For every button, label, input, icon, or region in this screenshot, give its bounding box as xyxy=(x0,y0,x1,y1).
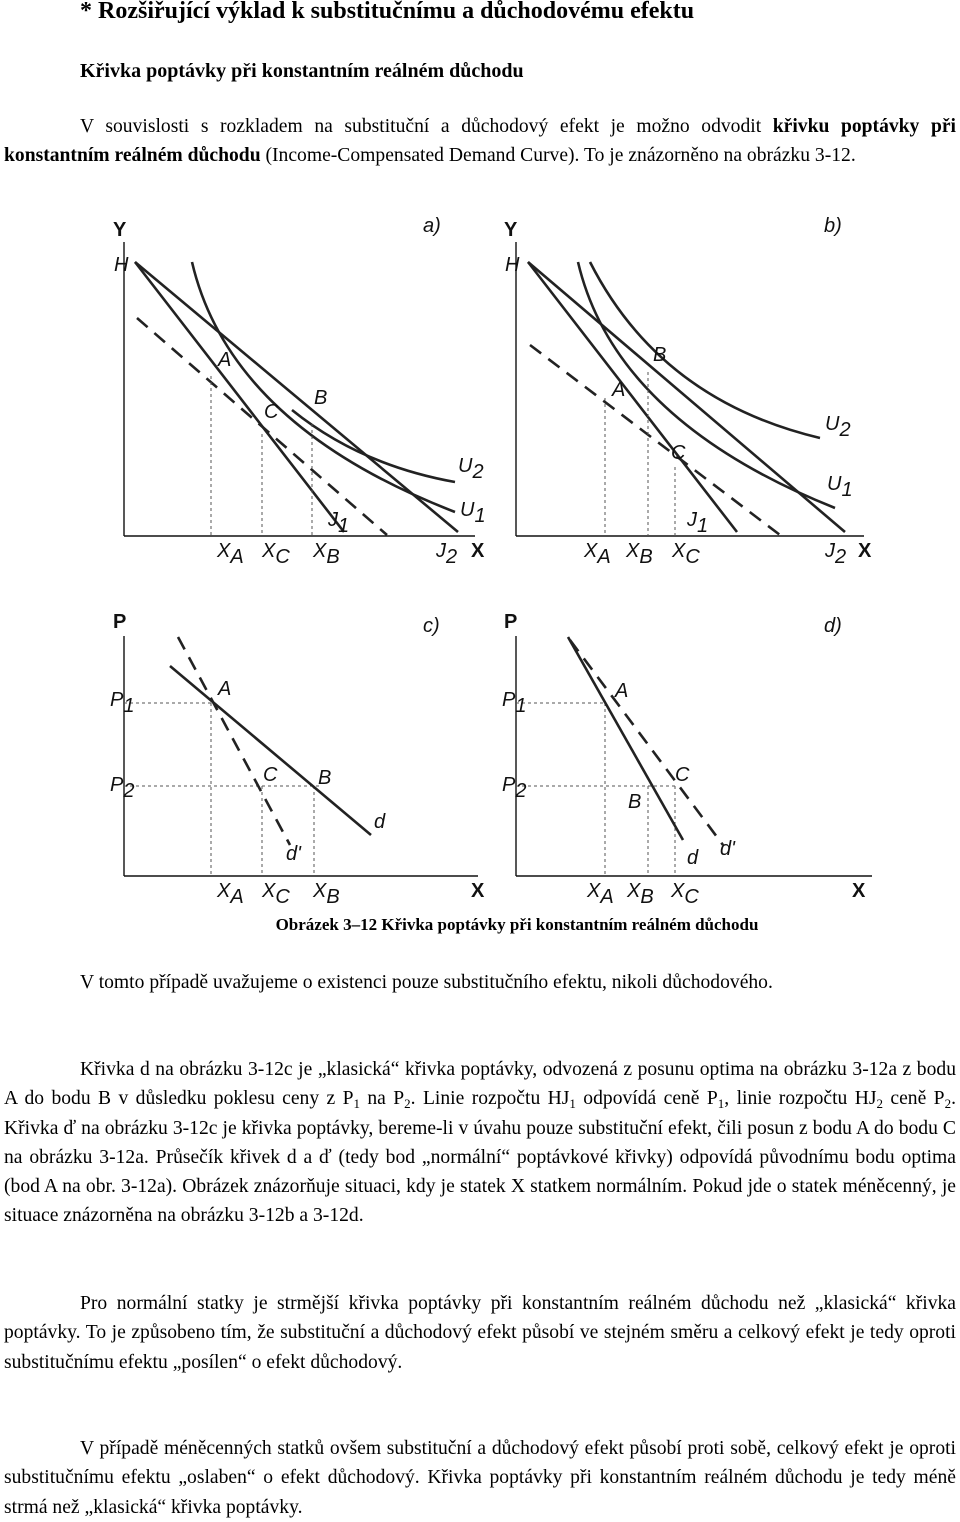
panel-a-xc-label: XC xyxy=(262,540,290,568)
panel-a-point-a: A xyxy=(218,349,232,371)
panel-b-j2-label: J2 xyxy=(825,540,847,568)
intro-text-2: (Income-Compensated Demand Curve). To je znázorněno na obrázku 3-12. xyxy=(260,145,856,167)
intro-text-1: V souvislosti s rozkladem na substituční a důchodový efekt je možno odvodit xyxy=(80,116,773,137)
panel-a-j2-label: J2 xyxy=(436,540,458,568)
paragraph-substitution-only: V tomto případě uvažujeme o existenci pouze substitučního efektu, nikoli důchodového. xyxy=(80,972,773,993)
panel-a-point-c: C xyxy=(264,401,279,423)
panel-c-p1-label: P1 xyxy=(110,689,135,717)
panel-b-xc-label: XC xyxy=(672,540,700,568)
figure-caption: Obrázek 3–12 Křivka poptávky při konstantním reálném důchodu xyxy=(275,915,759,934)
panel-c-point-b: B xyxy=(318,767,332,789)
panel-c-point-a: A xyxy=(218,678,232,700)
panel-c-xa-label: XA xyxy=(217,880,244,908)
panel-b-y-axis-label: Y xyxy=(504,219,518,241)
paragraph-normal-goods: Pro normální statky je strmější křivka poptávky při konstantním reálném důchodu než „klasická“ křivka poptávky. To je způsobeno tím, že substituční a důchodový efekt působí ve stejném směru a celkový efekt je tedy oproti substitučnímu efektu „posílen“ o efekt důchodový. xyxy=(4,1293,956,1373)
panel-c-xc-label: XC xyxy=(262,880,290,908)
intro-bold-term: křivku poptávky při konstantním reálném důchodu xyxy=(4,116,956,167)
panel-b xyxy=(504,215,872,568)
panel-d-demand-curve-d xyxy=(568,637,683,840)
panel-b-h-label: H xyxy=(505,254,520,276)
panel-d xyxy=(502,611,872,908)
panel-a-tag: a) xyxy=(423,215,441,237)
panel-b-tag: b) xyxy=(824,215,842,237)
panel-b-x-axis-label: X xyxy=(858,540,872,562)
panel-a-y-axis-label: Y xyxy=(113,219,127,241)
panel-d-p2-label: P2 xyxy=(502,774,527,802)
panel-b-compensated-budget-line xyxy=(530,345,780,535)
panel-a-u1-label: U1 xyxy=(460,499,486,527)
panel-d-label-d-prime: d' xyxy=(720,838,735,860)
panel-a-j1-label: J1 xyxy=(328,509,350,537)
panel-a-xb-label: XB xyxy=(313,540,340,568)
panel-d-xa-label: XA xyxy=(587,880,614,908)
panel-a-indifference-curve-u2 xyxy=(292,410,455,482)
panel-d-y-axis-label: P xyxy=(504,611,518,633)
panel-a-u2-label: U2 xyxy=(458,455,484,483)
panel-c-tag: c) xyxy=(423,615,440,637)
panel-d-tag: d) xyxy=(824,615,842,637)
panel-a-budget-line-hj1 xyxy=(135,262,344,532)
panel-a-xa-label: XA xyxy=(217,540,244,568)
panel-a xyxy=(113,215,486,568)
panel-c-point-c: C xyxy=(263,764,278,786)
panel-b-point-b: B xyxy=(653,344,667,366)
panel-d-p1-label: P1 xyxy=(502,689,527,717)
paragraph-inferior-goods: V případě méněcenných statků ovšem substituční a důchodový efekt působí proti sobě, celkový efekt je oproti substitučnímu efektu „oslaben“ o efekt důchodový. Křivka poptávky při konstantním reálném důchodu je tedy méně strmá než „klasická“ křivka poptávky. xyxy=(4,1438,956,1518)
panel-d-point-c: C xyxy=(675,764,690,786)
panel-b-j1-label: J1 xyxy=(687,509,709,537)
panel-c-y-axis-label: P xyxy=(113,611,127,633)
panel-d-point-b: B xyxy=(628,791,642,813)
panel-c-compensated-demand-curve xyxy=(178,637,290,845)
panel-b-budget-line-hj1 xyxy=(528,262,737,532)
panel-a-x-axis-label: X xyxy=(471,540,485,562)
section-subtitle: Křivka poptávky při konstantním reálném důchodu xyxy=(80,60,524,82)
panel-c-label-d-prime: d' xyxy=(286,843,301,865)
panel-d-xc-label: XC xyxy=(671,880,699,908)
panel-b-point-c: C xyxy=(671,442,686,464)
paragraph-classic-demand: Křivka d na obrázku 3-12c je „klasická“ křivka poptávky, odvozená z posunu optima na obrázku 3-12a z bodu A do bodu B v důsledku poklesu ceny z $P_1$ na $P_2$. Linie rozpočtu $HJ_1$ odpovídá ceně $P_1$, linie rozpočtu $HJ_2$ ceně $P_2$. Křivka ď na obrázku 3-12c je křivka poptávky, bereme-li v úvahu pouze substituční efekt, čili posun z bodu A do bodu C na obrázku 3-12a. Průsečík křivek d a ď (tedy bod „normální“ poptávkové křivky) odpovídá původnímu bodu optima (bod A na obr. 3-12a). Obrázek znázorňuje situaci, kdy je statek X statkem normálním. Pokud jde o statek méněcenný, je situace znázorněna na obrázku 3-12b a 3-12d. xyxy=(4,1059,956,1227)
panel-a-point-b: B xyxy=(314,387,328,409)
panel-b-xa-label: XA xyxy=(584,540,611,568)
panel-c-x-axis-label: X xyxy=(471,880,485,902)
panel-c xyxy=(110,611,485,908)
section-title: * Rozšiřující výklad k substitučnímu a důchodovému efektu xyxy=(80,0,695,24)
panel-d-label-d: d xyxy=(687,847,699,869)
panel-c-p2-label: P2 xyxy=(110,774,135,802)
panel-b-xb-label: XB xyxy=(626,540,653,568)
panel-b-u1-label: U1 xyxy=(827,473,853,501)
panel-b-point-a: A xyxy=(612,379,626,401)
panel-d-point-a: A xyxy=(615,680,629,702)
panel-b-u2-label: U2 xyxy=(825,413,851,441)
panel-d-x-axis-label: X xyxy=(852,880,866,902)
panel-a-h-label: H xyxy=(114,254,129,276)
panel-c-xb-label: XB xyxy=(313,880,340,908)
panel-c-label-d: d xyxy=(374,811,386,833)
panel-d-compensated-demand-curve xyxy=(570,640,723,845)
panel-d-xb-label: XB xyxy=(627,880,654,908)
